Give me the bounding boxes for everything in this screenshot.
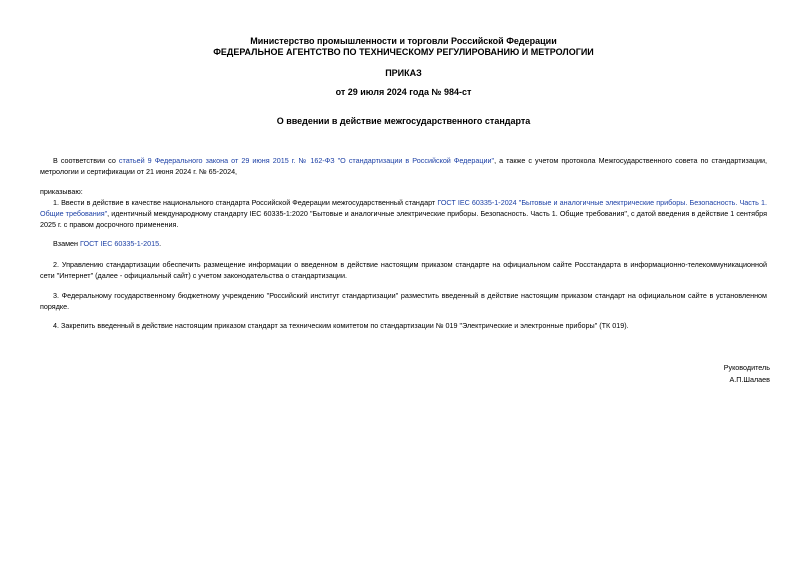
paragraph-text: Взамен	[53, 239, 80, 248]
document-title: О введении в действие межгосударственного стандарта	[276, 116, 531, 126]
paragraph-basis	[40, 155, 767, 177]
paragraph-item-3: 3. Федеральному государственному бюджетному учреждению "Российский институт стандартизации" разместить введенный в действие настоящим приказом стандарт на официальном сайте в установленном порядке.	[40, 291, 767, 311]
document-date: от 29 июля 2024 года № 984-ст	[335, 87, 472, 97]
paragraph-text: .	[159, 239, 162, 248]
order-word: приказываю:	[40, 187, 83, 196]
gost-2015-link[interactable]: ГОСТ IEC 60335-1-2015	[80, 239, 160, 248]
paragraph-text: В соответствии со	[53, 156, 119, 165]
document-type: ПРИКАЗ	[385, 68, 422, 78]
paragraph-item-1	[40, 197, 767, 230]
gost-2024-link[interactable]: ГОСТ IEC 60335-1-2024 "Бытовые и аналогичные электрические приборы. Безопасность. Часть 1. Общие требования"	[40, 198, 767, 218]
paragraph-item-4: 4. Закрепить введенный в действие настоящим приказом стандарт за техническим комитетом по стандартизации № 019 "Электрические и электронные приборы" (ТК 019).	[53, 321, 629, 330]
paragraph-text: 1. Ввести в действие в качестве национального стандарта Российской Федерации межгосударственный стандарт	[53, 198, 438, 207]
paragraph-text: , идентичный международному стандарту IEC 60335-1:2020 "Бытовые и аналогичные электрические приборы. Безопасность. Часть 1. Общие требования", с датой введения в действие 1 сентября 2025 г. с правом досрочного применения.	[40, 209, 767, 229]
signature-name: А.П.Шалаев	[729, 375, 770, 384]
federal-law-link[interactable]: статьей 9 Федерального закона от 29 июня 2015 г. № 162-ФЗ "О стандартизации в Российской Федерации"	[118, 156, 495, 165]
paragraph-replacement	[40, 238, 767, 249]
signature-position: Руководитель	[723, 363, 770, 372]
paragraph-item-2: 2. Управлению стандартизации обеспечить размещение информации о введенном в действие настоящим приказом стандарте на официальном сайте Росстандарта в информационно-телекоммуникационной сети "Интернет" (далее - официальный сайт) с учетом законодательства о стандартизации.	[40, 260, 767, 280]
agency-name: ФЕДЕРАЛЬНОЕ АГЕНТСТВО ПО ТЕХНИЧЕСКОМУ РЕГУЛИРОВАНИЮ И МЕТРОЛОГИИ	[213, 47, 594, 57]
ministry-name: Министерство промышленности и торговли Российской Федерации	[250, 36, 557, 46]
paragraph-text: , а также с учетом протокола Межгосударственного совета по стандартизации, метрологии и сертификации от 21 июня 2024 г. № 65-2024,	[40, 156, 767, 176]
